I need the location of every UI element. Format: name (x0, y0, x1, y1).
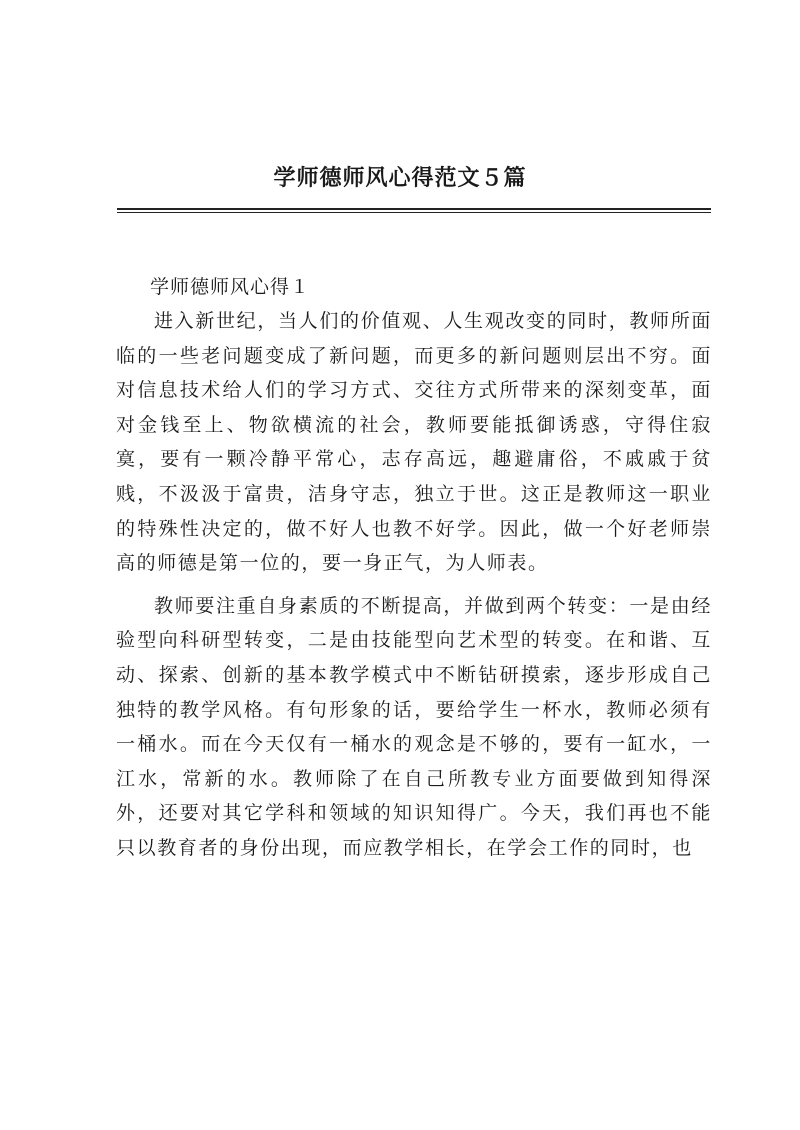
title-double-rule (117, 208, 711, 213)
document-body (116, 270, 712, 866)
paragraph: 教师要注重自身素质的不断提高，并做到两个转变：一是由经验型向科研型转变，二是由技能型向艺术型的转变。在和谐、互动、探索、创新的基本教学模式中不断钻研摸索，逐步形成自己独特的教学风格。有句形象的话，要给学生一杯水，教师必须有一桶水。而在今天仅有一桶水的观念是不够的，要有一缸水，一江水，常新的水。教师除了在自己所教专业方面要做到知得深外，还要对其它学科和领域的知识知得广。今天，我们再也不能只以教育者的身份出现，而应教学相长，在学会工作的同时，也 (116, 594, 712, 859)
document-title: 学师德师风心得范文５篇 (273, 165, 527, 191)
paragraph: 进入新世纪，当人们的价值观、人生观改变的同时，教师所面临的一些老问题变成了新问题，而更多的新问题则层出不穷。面对信息技术给人们的学习方式、交往方式所带来的深刻变革，面对金钱至上、物欲横流的社会，教师要能抵御诱惑，守得住寂寞，要有一颗冷静平常心，志存高远，趣避庸俗，不戚戚于贫贱，不汲汲于富贵，洁身守志，独立于世。这正是教师这一职业的特殊性决定的，做不好人也教不好学。因此，做一个好老师崇高的师德是第一位的，要一身正气，为人师表。 (116, 310, 712, 575)
section-heading: 学师德师风心得１ (150, 276, 311, 298)
